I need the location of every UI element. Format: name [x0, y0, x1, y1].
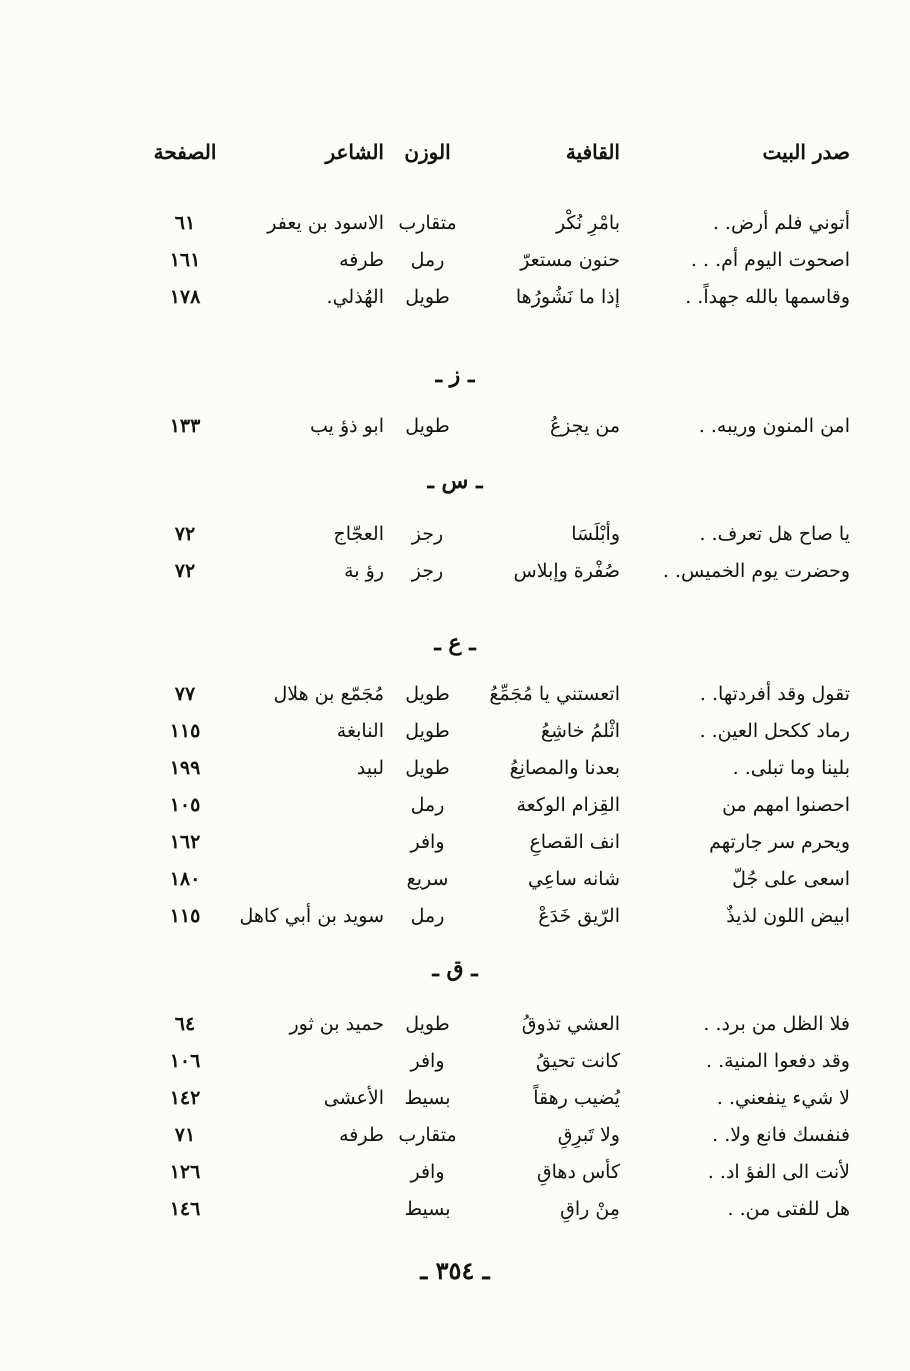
rhyme-cell: وأبْلَسَا [571, 523, 620, 545]
poet-cell [280, 1154, 390, 1191]
meter-cell: طويل [405, 720, 450, 742]
poet-cell: رؤ بة [344, 560, 384, 582]
page-number-cell: ٧٢ [174, 560, 196, 582]
poet-cell: الاسود بن يعفر [267, 212, 384, 234]
poet-cell: ابو ذؤ يب [309, 415, 384, 437]
page-number: ـ ٣٥٤ ـ [420, 1256, 490, 1285]
page-number-cell: ٧٢ [174, 523, 196, 545]
first-hemistich-cell: يا صاح هل تعرف. . [699, 523, 850, 545]
first-hemistich-cell: تقول وقد أفردتها. . [699, 683, 850, 705]
rhyme-cell: يُضيب رهقاً [533, 1087, 620, 1109]
first-hemistich-cell: احصنوا امهم من [722, 794, 850, 816]
poet-cell: الأعشى [323, 1087, 384, 1109]
header-poet: الشاعر [325, 140, 384, 164]
rhyme-cell: اثْلمُ خاشِعُ [540, 720, 620, 742]
first-hemistich-cell: هل للفتى من. . [727, 1198, 850, 1220]
first-hemistich-cell: ابيض اللون لذيذٌ [726, 905, 850, 927]
header-page: الصفحة [153, 140, 217, 164]
first-hemistich-cell: فلا الظل من برد. . [703, 1013, 850, 1035]
meter-cell: وافر [410, 1161, 445, 1183]
header-meter: الوزن [404, 140, 451, 164]
meter-cell: رمل [410, 794, 445, 816]
meter-cell: وافر [410, 831, 445, 853]
section-heading: ـ س ـ [427, 468, 483, 494]
rhyme-cell: صُفْرة وإبلاس [513, 560, 620, 582]
rhyme-cell: كانت تحيقُ [536, 1050, 620, 1072]
rhyme-cell: كأس دهاقِ [536, 1161, 620, 1183]
section-table [90, 516, 880, 590]
section-table [90, 408, 880, 445]
poet-cell [280, 824, 390, 861]
page-number-cell: ٧١ [174, 1124, 196, 1146]
rhyme-cell: اتعستني يا مُجَمِّعُ [489, 683, 620, 705]
rhyme-cell: انف القصاعِ [529, 831, 620, 853]
page-number-cell: ١٤٢ [169, 1087, 201, 1109]
poet-cell [280, 1191, 390, 1228]
first-hemistich-cell: وقد دفعوا المنية. . [706, 1050, 850, 1072]
rhyme-cell: من يجزعُ [549, 415, 620, 437]
meter-cell: متقارب [398, 1124, 457, 1146]
first-hemistich-cell: فنفسك فانع ولا. . [712, 1124, 850, 1146]
page-number-cell: ١٠٦ [169, 1050, 201, 1072]
meter-cell: بسيط [404, 1198, 451, 1220]
first-hemistich-cell: اسعى على جُلّ [732, 868, 850, 890]
meter-cell: رجز [411, 560, 444, 582]
meter-cell: متقارب [398, 212, 457, 234]
rhyme-cell: مِنْ راقِ [560, 1198, 620, 1220]
poet-cell: لبيد [356, 757, 384, 779]
poet-cell: طرفه [339, 1124, 384, 1146]
page-number-cell: ١٩٩ [169, 757, 201, 779]
meter-cell: رجز [411, 523, 444, 545]
page-number-cell: ١٨٠ [169, 868, 201, 890]
section-heading: ـ ع ـ [434, 630, 476, 656]
first-hemistich-cell: امن المنون وريبه. . [698, 415, 850, 437]
section-table [90, 1006, 880, 1228]
meter-cell: طويل [405, 683, 450, 705]
poet-cell: النابغة [336, 720, 384, 742]
meter-cell: سريع [406, 868, 449, 890]
section-table [90, 676, 880, 935]
page-number-cell: ١٧٨ [169, 286, 201, 308]
poet-cell: طرفه [339, 249, 384, 271]
rhyme-cell: ولا تَبرِقِ [557, 1124, 620, 1146]
meter-cell: طويل [405, 286, 450, 308]
poet-cell: مُجَمّع بن هلال [273, 683, 384, 705]
meter-cell: طويل [405, 1013, 450, 1035]
first-hemistich-cell: وحضرت يوم الخميس. . [662, 560, 850, 582]
page-number-cell: ٦٤ [174, 1013, 196, 1035]
poet-cell [280, 787, 390, 824]
poet-cell: العجّاج [333, 523, 384, 545]
first-hemistich-cell: لا شيء ينفعني. . [716, 1087, 850, 1109]
first-hemistich-cell: ويحرم سر جارتهم [709, 831, 850, 853]
first-hemistich-cell: أتوني فلم أرض. . [712, 212, 850, 234]
header-first-hemistich: صدر البيت [762, 140, 850, 164]
poet-cell [280, 1043, 390, 1080]
page-number-cell: ١١٥ [169, 905, 201, 927]
poet-cell: الهُذلي. [326, 286, 384, 308]
page-number-cell: ١٦٢ [169, 831, 201, 853]
rhyme-cell: إذا ما نَشُورُها [515, 286, 620, 308]
poet-cell: حميد بن ثور [289, 1013, 384, 1035]
first-hemistich-cell: وقاسمها بالله جهداً. . [685, 286, 850, 308]
poet-cell [280, 861, 390, 898]
section-table [90, 205, 880, 316]
rhyme-cell: بعدنا والمصانِعُ [509, 757, 620, 779]
poet-cell: سويد بن أبي كاهل [239, 905, 384, 927]
rhyme-cell: بامْرِ نُكْر [555, 212, 620, 234]
page-number-cell: ١٠٥ [169, 794, 201, 816]
page-number-cell: ١١٥ [169, 720, 201, 742]
meter-cell: طويل [405, 757, 450, 779]
section-heading: ـ ز ـ [435, 362, 475, 388]
first-hemistich-cell: رماد ككحل العين. . [699, 720, 850, 742]
meter-cell: طويل [405, 415, 450, 437]
page-number-cell: ٦١ [174, 212, 196, 234]
meter-cell: وافر [410, 1050, 445, 1072]
first-hemistich-cell: اصحوت اليوم أم. . . [690, 249, 850, 271]
first-hemistich-cell: لأنت الى الفؤ اد. . [707, 1161, 850, 1183]
header-rhyme: القافية [565, 140, 620, 164]
rhyme-cell: العشي تذوقُ [521, 1013, 620, 1035]
page-number-cell: ١٦١ [169, 249, 201, 271]
table-header [90, 134, 880, 171]
rhyme-cell: الرّيق خَدَعْ [538, 905, 620, 927]
page-number-cell: ١٣٣ [169, 415, 201, 437]
page-number-cell: ١٢٦ [169, 1161, 201, 1183]
meter-cell: بسيط [404, 1087, 451, 1109]
section-heading: ـ ق ـ [432, 956, 478, 982]
first-hemistich-cell: بلينا وما تبلى. . [732, 757, 850, 779]
page-number-cell: ٧٧ [174, 683, 196, 705]
meter-cell: رمل [410, 249, 445, 271]
meter-cell: رمل [410, 905, 445, 927]
rhyme-cell: شانه ساعِي [527, 868, 620, 890]
page-number-cell: ١٤٦ [169, 1198, 201, 1220]
rhyme-cell: حنون مستعرّ [520, 249, 620, 271]
rhyme-cell: القِزام الوكعة [516, 794, 620, 816]
